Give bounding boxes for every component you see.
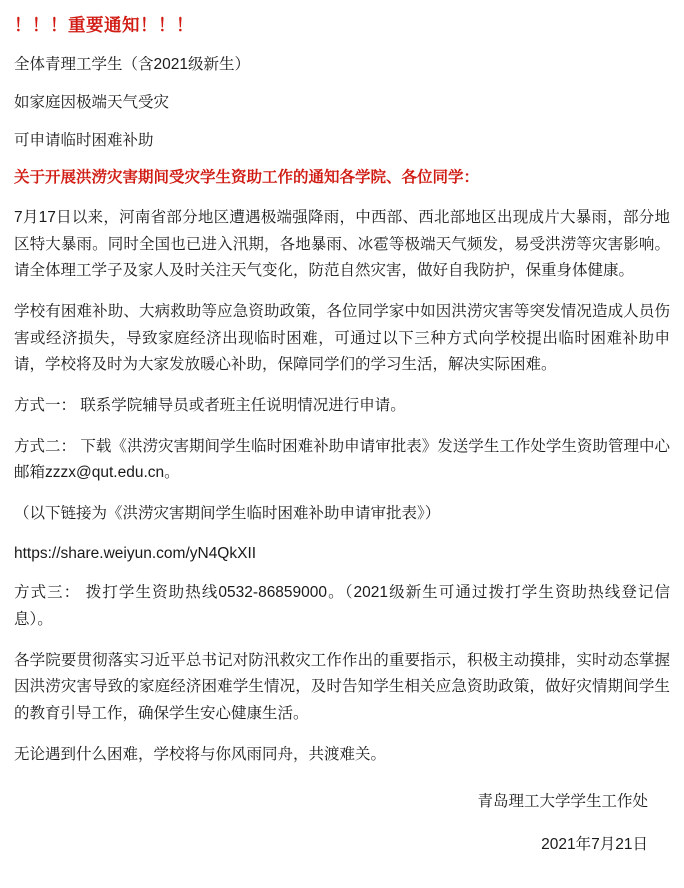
- body-paragraph-1: 7月17日以来，河南省部分地区遭遇极端强降雨，中西部、西北部地区出现成片大暴雨，部分地区特大暴雨。同时全国也已进入汛期，各地暴雨、冰雹等极端天气频发，易受洪涝等灾害影响。请全体理工学子及家人及时关注天气变化，防范自然灾害，做好自我防护，保重身体健康。: [14, 209, 670, 280]
- signature: 青岛理工大学学生工作处: [477, 793, 648, 811]
- body-paragraph-2: 学校有困难补助、大病救助等应急资助政策，各位同学家中如因洪涝灾害等突发情况造成人员伤害或经济损失，导致家庭经济出现临时困难，可通过以下三种方式向学校提出临时困难补助申请，学校将及时为大家发放暖心补助，保障同学们的学习生活，解决实际困难。: [14, 303, 670, 374]
- headline-line-2: 如家庭因极端天气受灾: [14, 93, 170, 111]
- notice-title: ！！！重要通知！！！: [14, 15, 194, 35]
- method-three: 方式三： 拨打学生资助热线0532-86859000。（2021级新生可通过拨打学生资助热线登记信息）。: [14, 584, 670, 629]
- method-one: 方式一： 联系学院辅导员或者班主任说明情况进行申请。: [14, 396, 406, 414]
- closing-paragraph-2: 无论遇到什么困难，学校将与你风雨同舟，共渡难关。: [14, 745, 387, 763]
- document-date: 2021年7月21日: [541, 836, 648, 854]
- document-subject: 关于开展洪涝灾害期间受灾学生资助工作的通知各学院、各位同学：: [14, 168, 480, 186]
- attachment-link[interactable]: https://share.weiyun.com/yN4QkXII: [14, 544, 257, 562]
- attachment-note: （以下链接为《洪涝灾害期间学生临时困难补助申请审批表》）: [14, 504, 441, 522]
- closing-paragraph-1: 各学院要贯彻落实习近平总书记对防汛救灾工作作出的重要指示，积极主动摸排，实时动态掌握因洪涝灾害导致的家庭经济困难学生情况，及时告知学生相关应急资助政策，做好灾情期间学生的教育引导工作，确保学生安心健康生活。: [14, 651, 670, 723]
- method-two: 方式二： 下载《洪涝灾害期间学生临时困难补助申请审批表》发送学生工作处学生资助管理中心邮箱zzzx@qut.edu.cn。: [14, 437, 670, 482]
- headline-line-1: 全体青理工学生（含2021级新生）: [14, 55, 250, 73]
- headline-line-3: 可申请临时困难补助: [14, 131, 154, 149]
